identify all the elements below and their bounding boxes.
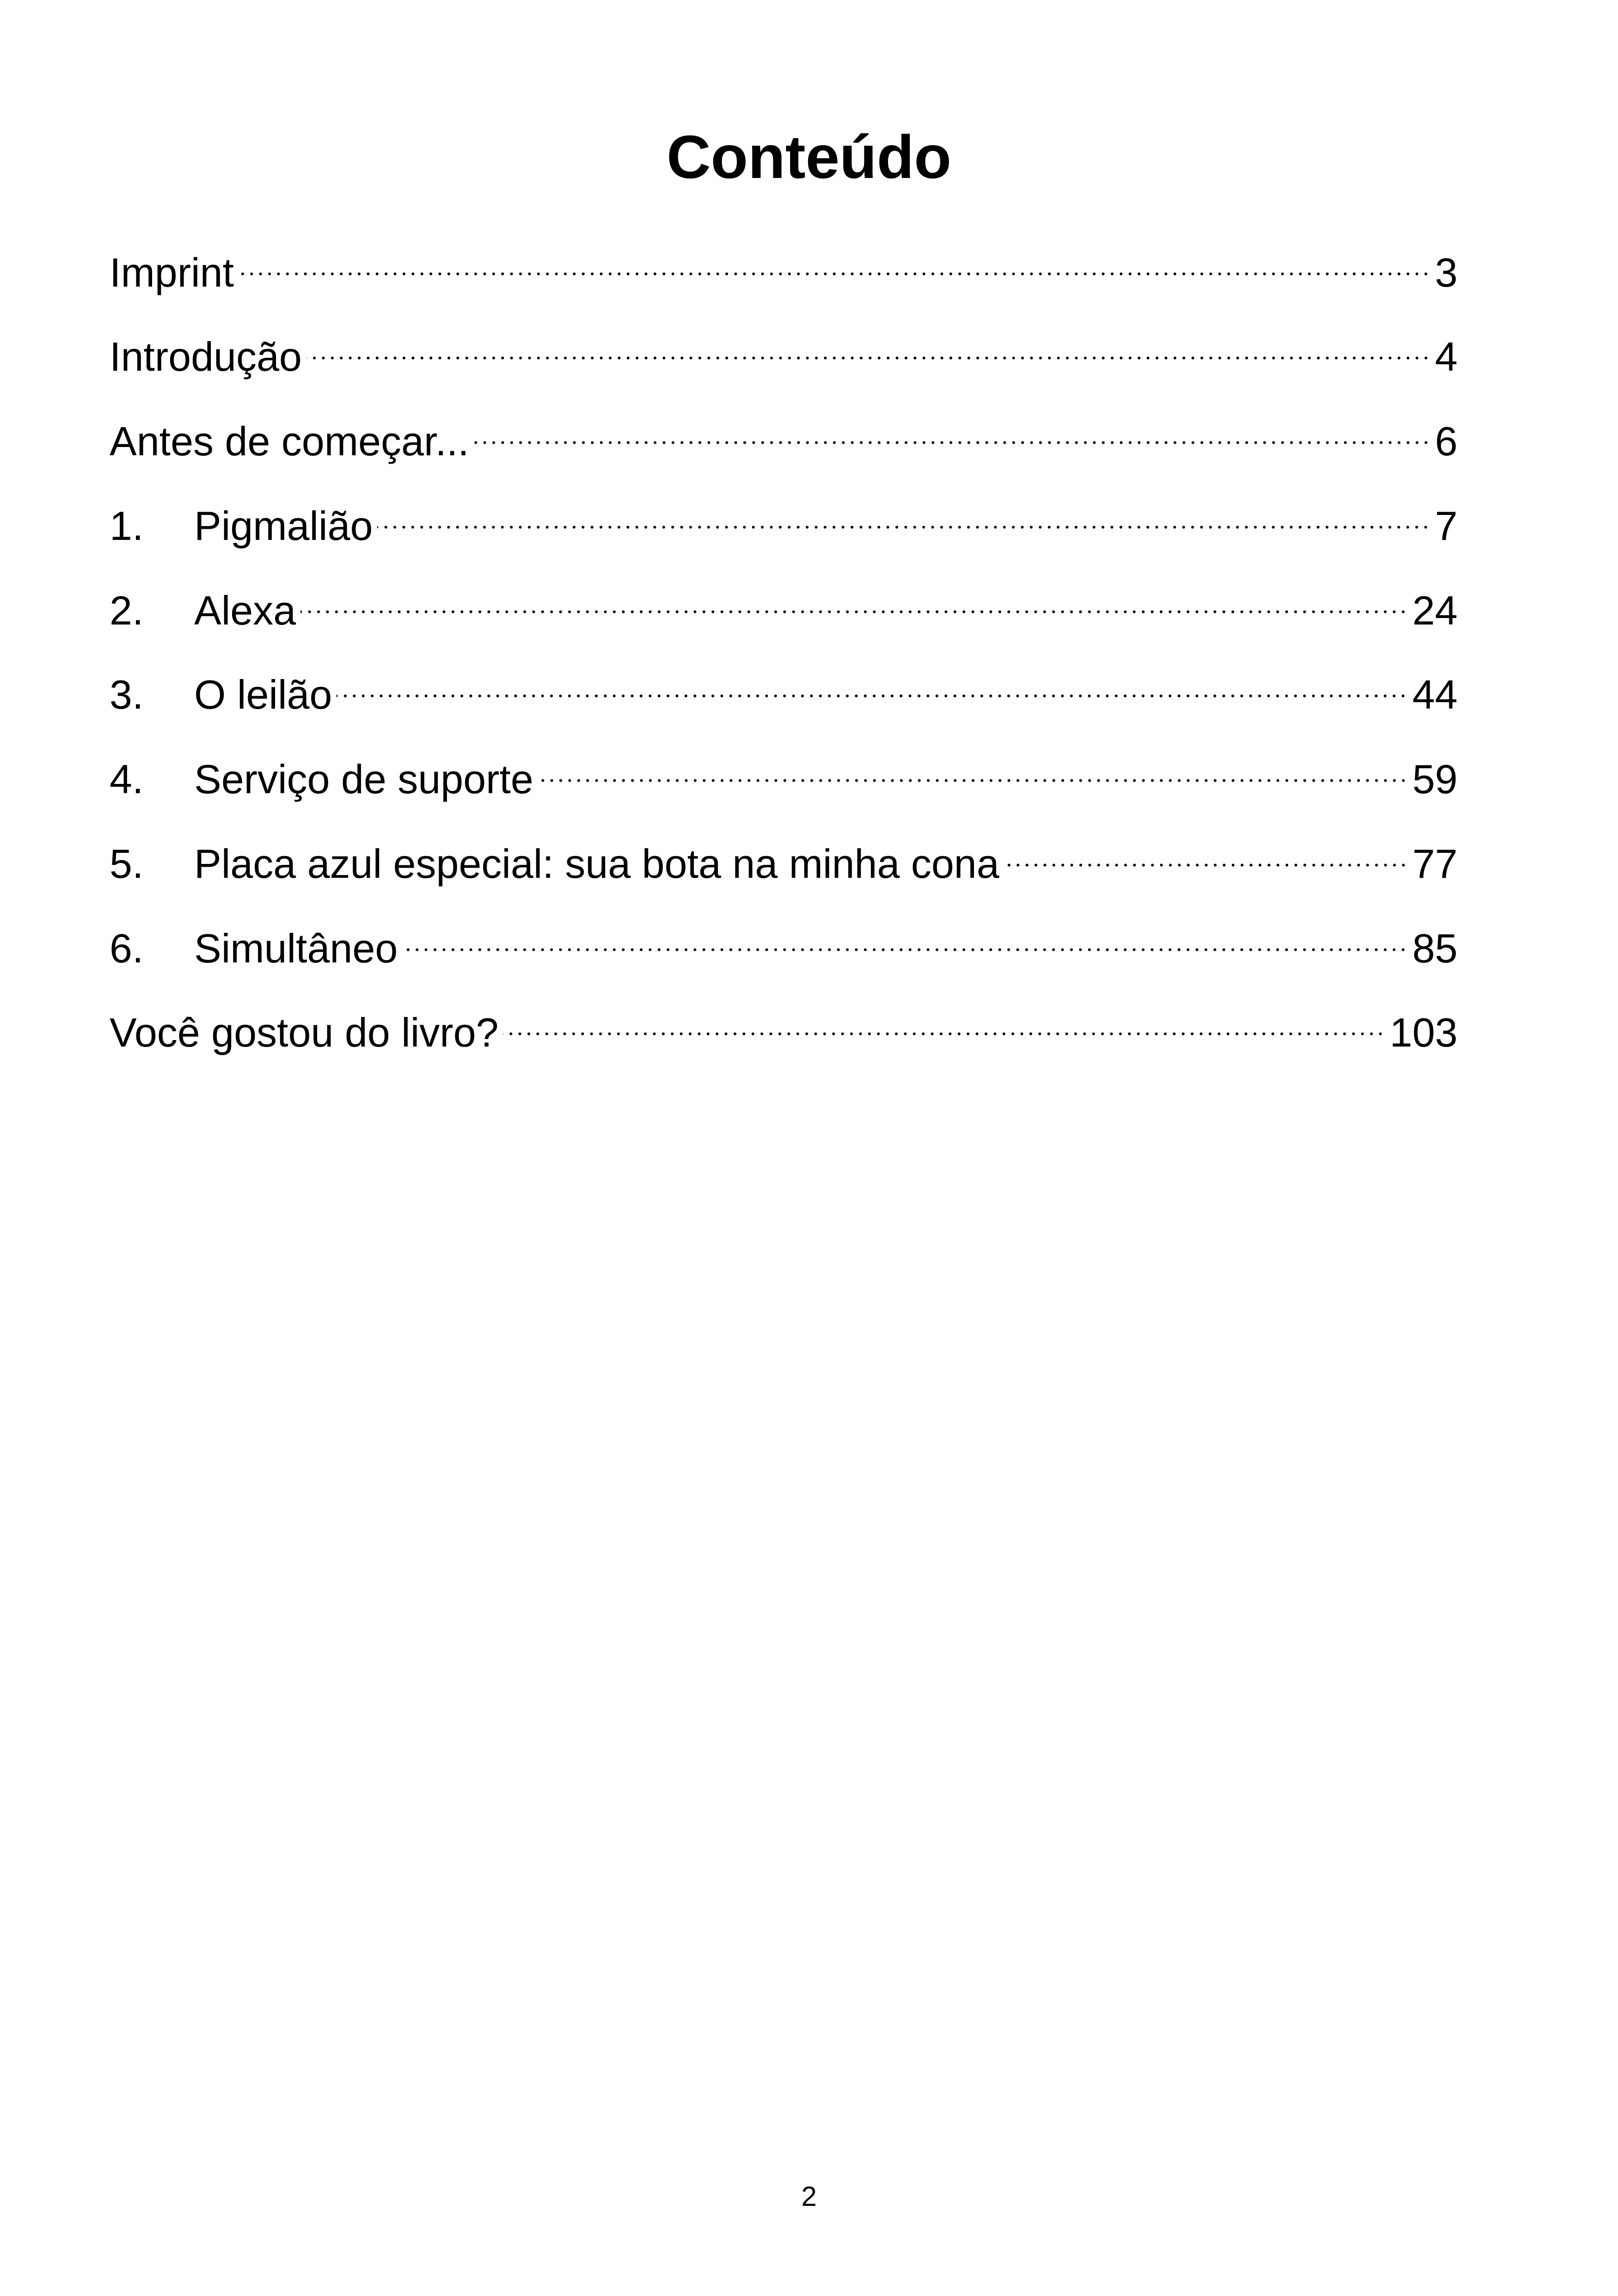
toc-entry-number: 3. — [110, 672, 144, 717]
toc-entry-page: 24 — [1412, 588, 1458, 633]
toc-entry-label: Alexa — [194, 588, 296, 633]
toc-entry-number: 6. — [110, 925, 144, 971]
toc-entry-label: Antes de começar... — [110, 418, 469, 464]
toc-entry-chapter-1[interactable] — [110, 480, 1458, 549]
toc-entry-number: 5. — [110, 841, 144, 887]
dot-leader — [1004, 818, 1408, 878]
dot-leader — [474, 395, 1430, 455]
dot-leader — [538, 733, 1408, 793]
toc-entry-page: 7 — [1435, 503, 1458, 549]
toc-entry-page: 3 — [1435, 250, 1458, 295]
dot-leader — [337, 649, 1408, 709]
toc-entry-number: 2. — [110, 588, 144, 633]
toc-entry-label: Você gostou do livro? — [110, 1010, 499, 1055]
dot-leader — [300, 564, 1408, 625]
toc-entry-number: 4. — [110, 756, 144, 802]
toc-entry-antes-de-comecar[interactable] — [110, 395, 1458, 464]
toc-entry-page: 4 — [1435, 334, 1458, 380]
toc-entry-chapter-4[interactable] — [110, 733, 1458, 802]
toc-entry-label: Simultâneo — [194, 925, 398, 971]
toc-entry-label: O leilão — [194, 672, 332, 717]
toc-entry-page: 6 — [1435, 418, 1458, 464]
toc-entry-chapter-6[interactable] — [110, 902, 1458, 971]
toc-entry-chapter-2[interactable] — [110, 564, 1458, 633]
toc-entry-label: Pigmalião — [194, 503, 373, 549]
toc-entry-label: Serviço de suporte — [194, 756, 533, 802]
toc-entry-label: Introdução — [110, 334, 302, 380]
page-title: Conteúdo — [667, 123, 951, 191]
page-number: 2 — [801, 2181, 817, 2212]
toc-entry-imprint[interactable] — [110, 227, 1458, 295]
dot-leader — [377, 480, 1430, 540]
toc-entry-page: 85 — [1412, 925, 1458, 971]
toc-entry-chapter-5[interactable] — [110, 818, 1458, 887]
toc-entry-introducao[interactable] — [110, 311, 1458, 380]
toc-entry-chapter-3[interactable] — [110, 649, 1458, 717]
dot-leader — [306, 311, 1430, 371]
toc-entry-page: 44 — [1412, 672, 1458, 717]
dot-leader — [239, 227, 1430, 287]
toc-entry-voce-gostou[interactable] — [110, 986, 1458, 1055]
toc-entry-label: Placa azul especial: sua bota na minha cona — [194, 841, 999, 887]
toc-entry-page: 103 — [1390, 1010, 1458, 1055]
dot-leader — [402, 902, 1408, 962]
toc-entry-label: Imprint — [110, 250, 234, 295]
toc-entry-page: 59 — [1412, 756, 1458, 802]
dot-leader — [503, 986, 1385, 1047]
toc-entry-number: 1. — [110, 503, 144, 549]
toc-entry-page: 77 — [1412, 841, 1458, 887]
